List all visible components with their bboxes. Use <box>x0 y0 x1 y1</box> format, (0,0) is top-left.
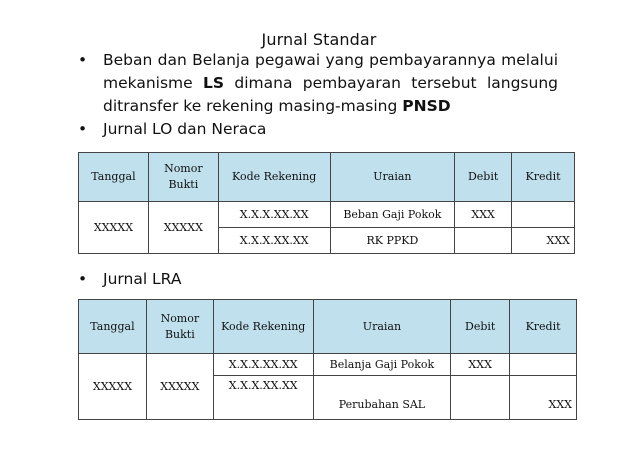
cell-nomor-bukti: XXXXX <box>146 354 213 420</box>
table-header-row <box>79 300 577 354</box>
table-header-row <box>79 153 575 202</box>
cell-kode-rekening: X.X.X.XX.XX <box>213 354 313 376</box>
cell-uraian: Belanja Gaji Pokok <box>313 354 451 376</box>
bullet-text: Jurnal LRA <box>103 270 182 288</box>
bold-ls: LS <box>203 74 225 92</box>
bullet-jurnal-lo <box>78 118 478 141</box>
cell-uraian: Perubahan SAL <box>313 376 451 420</box>
header-kredit: Kredit <box>510 300 577 354</box>
table-row <box>79 354 577 376</box>
bold-pnsd: PNSD <box>402 97 451 115</box>
slide-title: Jurnal Standar <box>261 30 377 49</box>
table-jurnal-lo <box>78 152 575 254</box>
header-kredit: Kredit <box>512 153 575 202</box>
cell-kredit <box>510 354 577 376</box>
header-tanggal: Tanggal <box>79 300 147 354</box>
bullet-text <box>78 49 558 118</box>
cell-kredit <box>512 202 575 228</box>
cell-kredit: XXX <box>512 228 575 254</box>
bullet-ls-description <box>78 49 558 118</box>
bullet-dot: • <box>78 120 88 138</box>
cell-tanggal: XXXXX <box>79 354 147 420</box>
bullet-dot: • <box>78 270 88 288</box>
cell-debit <box>455 228 512 254</box>
header-kode-rekening: Kode Rekening <box>213 300 313 354</box>
cell-uraian: RK PPKD <box>330 228 455 254</box>
cell-kode-rekening: X.X.X.XX.XX <box>213 376 313 420</box>
cell-kode-rekening: X.X.X.XX.XX <box>218 228 330 254</box>
bullet-text: Jurnal LO dan Neraca <box>103 120 267 138</box>
cell-uraian: Beban Gaji Pokok <box>330 202 455 228</box>
table-jurnal-lra <box>78 299 577 420</box>
header-uraian: Uraian <box>330 153 455 202</box>
header-uraian: Uraian <box>313 300 451 354</box>
cell-debit <box>451 376 510 420</box>
header-tanggal: Tanggal <box>79 153 149 202</box>
header-kode-rekening: Kode Rekening <box>218 153 330 202</box>
cell-debit: XXX <box>451 354 510 376</box>
header-debit: Debit <box>455 153 512 202</box>
cell-tanggal: XXXXX <box>79 202 149 254</box>
bullet-jurnal-lra <box>78 268 378 291</box>
header-debit: Debit <box>451 300 510 354</box>
header-nomor-bukti: Nomor Bukti <box>146 300 213 354</box>
cell-nomor-bukti: XXXXX <box>148 202 218 254</box>
cell-debit: XXX <box>455 202 512 228</box>
header-nomor-bukti: Nomor Bukti <box>148 153 218 202</box>
cell-kode-rekening: X.X.X.XX.XX <box>218 202 330 228</box>
table-row <box>79 202 575 228</box>
bullet-dot: • <box>78 51 88 69</box>
cell-kredit: XXX <box>510 376 577 420</box>
bullet-text-part: dimana pembayaran tersebut langsung ditransfer ke rekening masing-masing <box>103 74 558 115</box>
bullet-text-part: Beban dan Belanja pegawai yang pembayarannya melalui mekanisme <box>103 51 558 92</box>
